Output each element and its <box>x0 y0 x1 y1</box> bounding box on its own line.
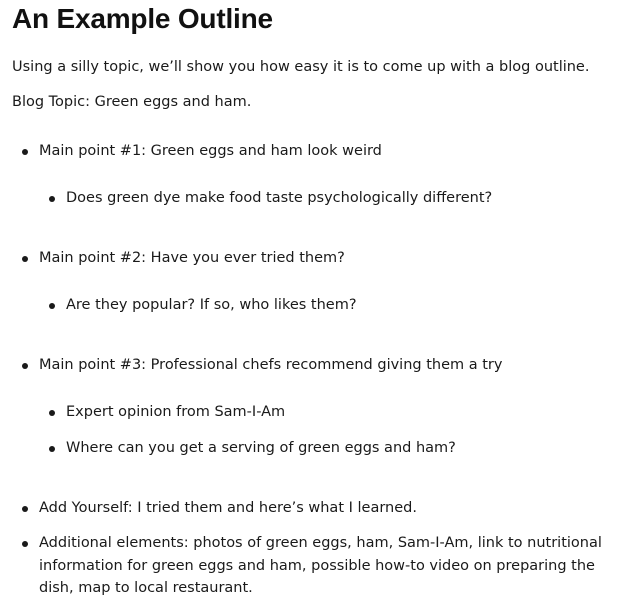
list-item-main-point-3 <box>22 354 502 377</box>
list-item-text: Add Yourself: I tried them and here’s what I learned. <box>39 500 417 516</box>
page-title: An Example Outline <box>12 3 273 34</box>
bullet-icon <box>49 303 55 309</box>
bullet-icon <box>49 410 55 416</box>
intro-paragraph: Using a silly topic, we’ll show you how easy it is to come up with a blog outline. <box>12 59 590 75</box>
bullet-icon <box>22 541 28 547</box>
list-item-sub-point-1-1 <box>49 187 492 210</box>
list-item-text: Main point #2: Have you ever tried them? <box>39 250 345 266</box>
list-item-text: Are they popular? If so, who likes them? <box>66 297 357 313</box>
list-item-sub-point-3-2 <box>49 437 456 460</box>
list-item-sub-point-2-1 <box>49 294 357 317</box>
list-item-main-point-2 <box>22 247 345 270</box>
bullet-icon <box>22 149 28 155</box>
list-item-text: Expert opinion from Sam-I-Am <box>66 404 286 420</box>
list-item-text: Does green dye make food taste psychologically different? <box>66 190 493 206</box>
bullet-icon <box>22 363 28 369</box>
bullet-icon <box>22 256 28 262</box>
list-item-main-point-1 <box>22 140 382 163</box>
list-item-text: Main point #3: Professional chefs recommend giving them a try <box>39 357 503 373</box>
bullet-icon <box>49 196 55 202</box>
list-item-add-yourself <box>22 497 417 520</box>
topic-paragraph: Blog Topic: Green eggs and ham. <box>12 94 252 110</box>
list-item-text: Additional elements: photos of green eggs, ham, Sam-I-Am, link to nutritional information for green eggs and ham, possible how-to video on preparing the dish, map to local restaurant. <box>39 535 602 596</box>
bullet-icon <box>49 446 55 452</box>
list-item-text: Where can you get a serving of green eggs and ham? <box>66 440 456 456</box>
bullet-icon <box>22 506 28 512</box>
list-item-text: Main point #1: Green eggs and ham look weird <box>39 143 382 159</box>
list-item-additional-elements <box>22 532 618 600</box>
list-item-sub-point-3-1 <box>49 401 285 424</box>
